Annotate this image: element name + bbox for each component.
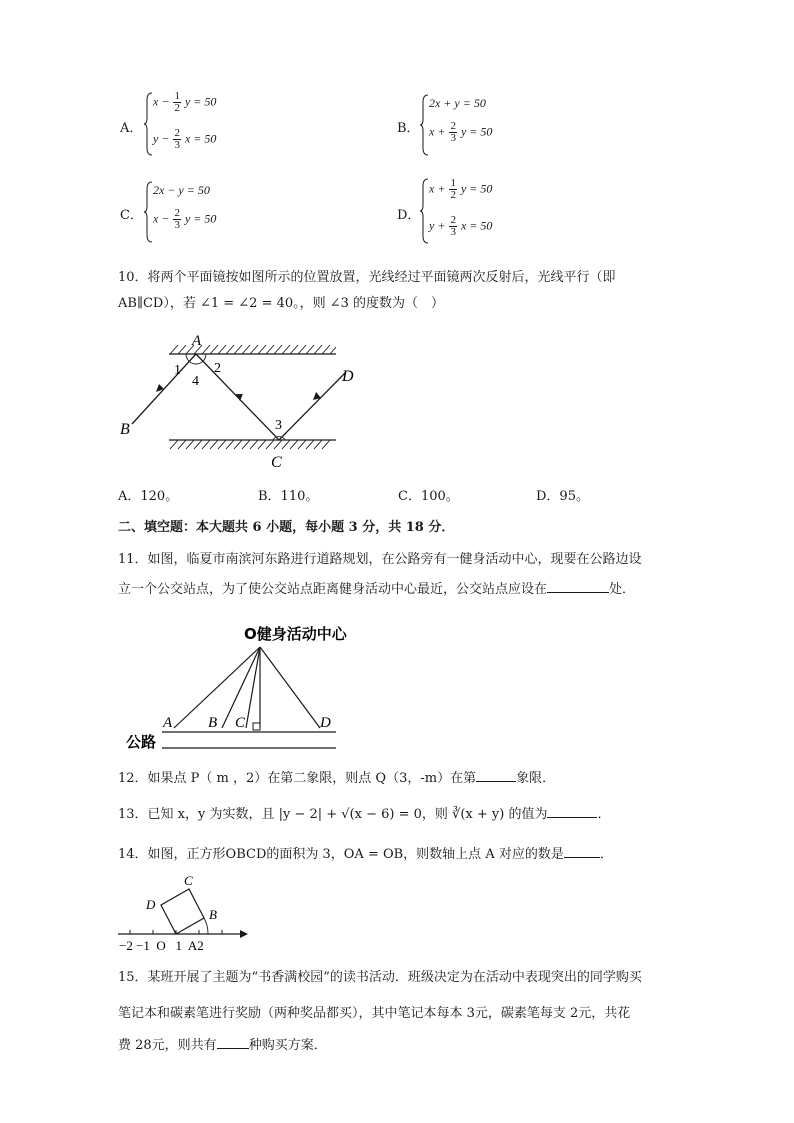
option-label: A．: [120, 121, 143, 136]
label-b: B: [209, 907, 217, 922]
label-a: A: [192, 333, 202, 349]
center-label: O健身活动中心: [244, 625, 347, 643]
q11-stem-line1: 11．如图，临夏市南滨河东路进行道路规划，在公路旁有一健身活动中心，现要在公路边设: [118, 552, 642, 567]
label-d: D: [342, 368, 354, 385]
answer-blank: [564, 845, 600, 858]
option-label: B．: [397, 121, 420, 136]
q10-stem-line2: AB∥CD），若 ∠1 = ∠2 = 40。，则 ∠3 的度数为（ ）: [118, 296, 445, 311]
answer-blank: [476, 769, 516, 782]
q15-stem-line1: 15．某班开展了主题为“书香满校园”的读书活动．班级决定为在活动中表现突出的同学购买: [118, 970, 642, 985]
mirror-figure: [112, 328, 352, 473]
road-label: 公路: [126, 733, 157, 751]
angle-4-label: 4: [192, 374, 199, 389]
road-figure: [124, 620, 347, 755]
equation-1: 2x + y = 50: [429, 96, 486, 110]
section-heading: 二、填空题：本大题共 6 小题，每小题 3 分，共 18 分．: [118, 520, 455, 535]
label-b: B: [120, 421, 130, 438]
label-b: B: [208, 715, 218, 731]
q15-stem-line2: 笔记本和碳素笔进行奖励（两种奖品都买），其中笔记本每本 3元，碳素笔每支 2元，共花: [118, 1006, 631, 1021]
number-line-figure: [116, 870, 250, 956]
q13-stem: 13．已知 x，y 为实数，且 |y − 2| + √(x − 6) = 0，则 ∛(x + y) 的值为 ．: [118, 807, 611, 822]
answer-blank: [217, 1036, 249, 1049]
equation-1: 2x − y = 50: [153, 183, 210, 197]
label-c: C: [235, 715, 246, 731]
q14-stem: 14．如图，正方形OBCD的面积为 3，OA = OB，则数轴上点 A 对应的数是 ．: [118, 847, 613, 862]
label-c: C: [184, 873, 193, 888]
q10-option-d: D．95。: [536, 489, 589, 504]
q10-option-b: B．110。: [258, 489, 319, 504]
angle-3-label: 3: [275, 418, 282, 433]
option-label: D．: [397, 208, 421, 223]
label-d: D: [146, 897, 156, 912]
equation-2: y + $\frac{2}{3}$ x = 50: [429, 214, 493, 238]
axis-tick-labels: −2 −1 O 1 A2: [119, 938, 204, 953]
q10-option-a: A．120。: [118, 489, 179, 504]
q10-stem-line1: 10．将两个平面镜按如图所示的位置放置，光线经过平面镜两次反射后，光线平行（即: [118, 270, 616, 285]
q15-stem-line3: 费 28元，则共有 种购买方案．: [118, 1038, 327, 1053]
q10-option-c: C．100。: [398, 489, 459, 504]
label-d: D: [320, 715, 331, 731]
equation-2: x − $\frac{2}{3}$ y = 50: [153, 207, 217, 231]
label-a: A: [163, 715, 173, 731]
answer-blank: [547, 805, 597, 818]
equation-1: x − $\frac{1}{2}$ y = 50: [153, 90, 217, 114]
answer-blank: [547, 580, 609, 593]
label-c: C: [271, 454, 282, 471]
equation-1: x + $\frac{1}{2}$ y = 50: [429, 177, 493, 201]
q11-stem-line2: 立一个公交站点，为了使公交站点距离健身活动中心最近，公交站点应设在 处．: [118, 582, 636, 597]
q12-stem: 12．如果点 P（ m ，2）在第二象限，则点 Q（3，-m）在第 象限．: [118, 771, 556, 786]
option-label: C．: [120, 208, 143, 223]
equation-2: y − $\frac{2}{3}$ x = 50: [153, 127, 217, 151]
angle-2-label: 2: [214, 361, 221, 376]
angle-1-label: 1: [174, 363, 181, 378]
equation-2: x + $\frac{2}{3}$ y = 50: [429, 120, 493, 144]
